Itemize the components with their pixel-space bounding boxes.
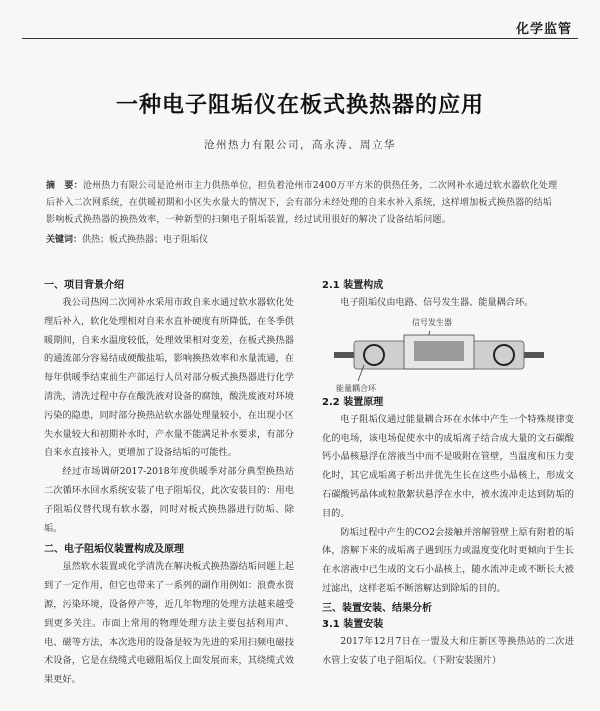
- device-figure: [334, 317, 544, 393]
- abstract-label: 摘 要：: [46, 181, 83, 191]
- subsection-2-2-para-1: 电子阻垢仪通过能量耦合环在水体中产生一个特殊规律变化的电场，该电场促使水中的成垢离子结合成大量的文石碳酸钙小晶核悬浮在溶液当中而不是吸附在管壁，当温度和压力变化时，其它成垢离子析出并优先生长在这些小晶核上，形成文石碳酸钙晶体或粒散絮状悬浮在水中，被水流冲走达到防垢的目的。: [322, 413, 574, 519]
- subsection-2-1-heading: 2.1 装置构成: [322, 280, 384, 291]
- section-1-para-1: 我公司热网二次网补水采用市政自来水通过软水器软化处理后补入，软化处理相对自来水直补硬度有所降低，在冬季供暖期间，自来水温度较低，处理效果相对变差，在板式换热器的通流部分容易结成硬酸盐垢，影响换热效率和水量流通，在每年供暖季结束前生产部运行人员对部分板式换热器进行化学清洗，清洗过程中存在酸洗液对设备的腐蚀，酸洗废液对环境污染的隐患，同时部分换热站软水器处理量较小，在出现小区失水量较大和初期补水时，产水量不能满足补水要求，有部分自来水直接补入，更增加了设备结垢的可能性。: [44, 297, 294, 459]
- subsection-2-2-heading: 2.2 装置原理: [322, 396, 384, 408]
- header-rule: [22, 38, 578, 39]
- keywords: [46, 232, 560, 245]
- section-2-heading: 二、电子阻垢仪装置构成及原理: [44, 544, 184, 556]
- right-column: [322, 278, 574, 670]
- subsection-2-1-text: 电子阻垢仪由电路、信号发生器、能量耦合环。: [340, 297, 534, 308]
- section-1-para-2: 经过市场调研2017-2018年度供暖季对部分典型换热站二次循环水回水系统安装了电子阻垢仪，此次安装目的：用电子阻垢仪替代现有软水器，同时对板式换热器进行防垢、除垢。: [44, 466, 294, 534]
- column-tag: 化学监管: [515, 22, 572, 37]
- abstract: [46, 178, 560, 229]
- section-2-para-1: 虽然软水装置或化学清洗在解决板式换热器结垢问题上起到了一定作用，但它也带来了一系列的副作用例如：浪费水资源，污染环境，设备停产等，近几年物理的处理方法越来越受到更多关注。市面上常用的物理处理方法主要包括利用声、电、磁等方法，本次选用的设备是较为先进的采用扫频电磁技术设备，它是在绕缆式电磁阻垢仪上面发展而来，其绕缆式效果更好。: [44, 561, 294, 686]
- subsection-3-1-text: 2017年12月7日在一盟及大和庄新区等换热站的二次进水管上安装了电子阻垢仪。（下附安装图片）: [322, 635, 574, 666]
- subsection-3-1-heading: 3.1 装置安装: [322, 618, 384, 630]
- keywords-label: 关键词：: [46, 235, 83, 245]
- device-illustration: [334, 321, 544, 391]
- left-column: [44, 278, 294, 690]
- figure-label-signal-generator: 信号发生器: [412, 317, 452, 327]
- subsection-2-2-para-2: 防垢过程中产生的CO2会接触并溶解管壁上原有附着的垢体，溶解下来的成垢离子遇到压力或温度变化时更倾向于生长在水溶液中已生成的文石小晶核上，随水流冲走或不断长大被过滤出，这样老垢不断溶解达到除垢的目的。: [322, 526, 574, 594]
- section-1-heading: 一、项目背景介绍: [44, 280, 124, 291]
- section-3-heading: 三、装置安装、结果分析: [322, 602, 432, 614]
- abstract-text: 沧州热力有限公司是沧州市主力供热单位，担负着沧州市2400万平方米的供热任务，二次网补水通过软水器软化处理后补入二次网系统，在供暖初期和小区失水量大的情况下，会有部分未经处理的自来水补入系统，这样增加板式换热器的结垢影响板式换热器的换热效率，一种新型的扫频电子阻垢装置，经过试用很好的解决了设备结垢问题。: [46, 181, 558, 225]
- figure-label-coupling-ring: 能量耦合环: [336, 383, 376, 393]
- article-authors: 沧州热力有限公司，高永涛、周立华: [204, 139, 396, 151]
- article-title: 一种电子阻垢仪在板式换热器的应用: [115, 93, 484, 118]
- keywords-text: 供热；板式换热器；电子阻垢仪: [82, 235, 209, 245]
